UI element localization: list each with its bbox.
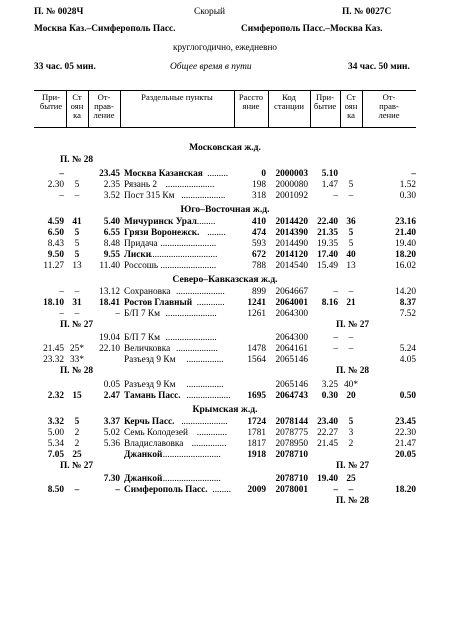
station-code: 2065146 xyxy=(275,379,308,390)
schedule-note: круглогодично, ежедневно xyxy=(173,42,277,52)
table-row xyxy=(0,333,450,344)
station-name: Разъезд 9 Км xyxy=(124,379,176,390)
arrive-left: 2.32 xyxy=(47,390,64,401)
station-code: 2000080 xyxy=(275,179,308,190)
table-header-bottom-rule xyxy=(34,127,416,128)
arrive-left: 18.10 xyxy=(43,297,64,308)
stop-right: 5 xyxy=(348,238,354,249)
stop-left: 33* xyxy=(70,355,84,365)
left-total-time: 33 час. 05 мин. xyxy=(34,62,96,72)
station-code: 2065146 xyxy=(275,355,308,365)
col-station: Раздельные пункты xyxy=(141,92,213,102)
col-depart-left: От- прав- ление xyxy=(93,92,115,120)
leader-dots: .................. xyxy=(176,344,218,354)
right-route: Симферополь Пасс.–Москва Каз. xyxy=(241,24,383,34)
arrive-left: 5.00 xyxy=(47,427,64,438)
train-label-left: П. № 27 xyxy=(60,319,94,330)
stop-right: 40* xyxy=(344,379,358,390)
table-row xyxy=(0,169,450,180)
station-name: Симферополь Пасс. xyxy=(124,485,208,495)
stop-left: 2 xyxy=(74,427,80,438)
depart-left: 18.41 xyxy=(99,297,120,308)
table-row xyxy=(0,439,450,450)
leader-dots: ........ xyxy=(196,216,216,227)
stop-right: 5 xyxy=(348,416,354,427)
station-name: Владиславовка xyxy=(124,438,184,449)
leader-dots: ............................. xyxy=(150,249,218,260)
train-label-right: П. № 27 xyxy=(336,319,370,330)
distance: 593 xyxy=(252,238,266,249)
col-divider xyxy=(268,91,269,127)
station-code: 2078710 xyxy=(275,474,308,484)
station-code: 2064743 xyxy=(275,390,308,401)
station-code: 2001092 xyxy=(275,190,308,201)
table-row xyxy=(0,391,450,402)
leader-dots: .......................... xyxy=(160,474,221,484)
stop-left: 25 xyxy=(72,449,82,460)
col-arrive-left: При- бытие xyxy=(39,92,63,111)
station-code: 2014120 xyxy=(275,249,308,260)
depart-right: 20.05 xyxy=(395,449,416,460)
depart-left: 6.55 xyxy=(103,227,120,238)
table-row xyxy=(0,428,450,439)
leader-dots: ........ xyxy=(207,227,226,238)
station-name: Пост 315 Км xyxy=(124,190,175,201)
arrive-left: – xyxy=(59,286,64,297)
station-code: 2064667 xyxy=(275,286,308,297)
arrive-right: 15.49 xyxy=(317,260,338,271)
arrive-right: 5.10 xyxy=(321,168,338,179)
station-name: Керчь Пасс. xyxy=(124,416,175,427)
depart-right: 0.50 xyxy=(399,390,416,401)
depart-right: 8.37 xyxy=(399,297,416,308)
arrive-right: 22.40 xyxy=(317,216,338,227)
stop-left: 5 xyxy=(74,238,80,249)
depart-left: – xyxy=(115,485,120,495)
arrive-left: – xyxy=(59,168,64,179)
stop-right: 21 xyxy=(346,297,356,308)
distance: 788 xyxy=(252,260,266,271)
arrive-right: 0.30 xyxy=(321,390,338,401)
station-code: 2078144 xyxy=(275,416,308,427)
station-code: 2064300 xyxy=(275,308,308,319)
stop-left: 41 xyxy=(72,216,82,227)
right-train-number: П. № 0027С xyxy=(342,7,392,17)
arrive-right: 21.35 xyxy=(317,227,338,238)
depart-right: 18.20 xyxy=(395,249,416,260)
depart-right: 23.45 xyxy=(395,416,416,427)
stop-left: – xyxy=(74,286,80,297)
distance: 1724 xyxy=(247,416,266,427)
depart-right: 21.40 xyxy=(395,227,416,238)
leader-dots: .................... xyxy=(181,416,228,427)
arrive-right: 21.45 xyxy=(317,438,338,449)
depart-right: – xyxy=(411,168,416,179)
arrive-left: 9.50 xyxy=(47,249,64,260)
stop-right: – xyxy=(348,344,354,354)
stop-left: 15 xyxy=(72,390,82,401)
arrive-right: 22.27 xyxy=(317,427,338,438)
left-train-number: П. № 0028Ч xyxy=(34,7,84,17)
depart-right: 4.05 xyxy=(399,355,416,365)
col-stop-left: Ст оян ка xyxy=(70,92,84,120)
arrive-left: 21.45 xyxy=(43,344,64,354)
table-row xyxy=(0,450,450,461)
train-label-right: П. № 27 xyxy=(336,460,370,471)
station-code: 2078775 xyxy=(275,427,308,438)
stop-left: 25* xyxy=(70,344,84,354)
stop-right: – xyxy=(348,190,354,201)
depart-left: 0.05 xyxy=(103,379,120,390)
stop-right: 3 xyxy=(348,427,354,438)
depart-right: 14.20 xyxy=(395,286,416,297)
distance: 1817 xyxy=(247,438,266,449)
depart-left: 3.52 xyxy=(103,190,120,201)
station-code: 2064001 xyxy=(275,297,308,308)
station-name: Мичуринск Урал xyxy=(124,216,197,227)
table-row xyxy=(0,250,450,261)
depart-right: 19.40 xyxy=(395,238,416,249)
arrive-left: 2.30 xyxy=(47,179,64,190)
table-row xyxy=(0,355,450,366)
stop-left: 5 xyxy=(74,179,80,190)
station-name: Семь Колодезей xyxy=(124,427,188,438)
train-label-right: П. № 28 xyxy=(336,366,370,376)
station-code: 2078001 xyxy=(275,485,308,495)
distance: 1241 xyxy=(247,297,266,308)
col-depart-right: От- прав- ление xyxy=(378,92,400,120)
station-name: Россошь xyxy=(124,260,159,271)
arrive-right: – xyxy=(333,190,338,201)
arrive-left: 6.50 xyxy=(47,227,64,238)
depart-left: 3.37 xyxy=(103,416,120,427)
leader-dots: ............ xyxy=(196,297,225,308)
depart-left: 2.47 xyxy=(103,390,120,401)
distance: 2009 xyxy=(247,485,266,495)
arrive-right: 8.16 xyxy=(321,297,338,308)
col-arrive-right: При- бытие xyxy=(313,92,337,111)
table-row xyxy=(0,485,450,496)
stop-right: – xyxy=(348,485,354,495)
distance: 899 xyxy=(252,286,266,297)
depart-left: 9.55 xyxy=(103,249,120,260)
leader-dots: ......... xyxy=(207,168,229,179)
stop-left: – xyxy=(74,485,80,495)
leader-dots: ........................ xyxy=(160,260,217,271)
depart-left: – xyxy=(115,308,120,319)
leader-dots: ............... xyxy=(191,438,227,449)
depart-left: 11.40 xyxy=(99,260,120,271)
arrive-right: – xyxy=(333,485,338,495)
stop-left: – xyxy=(74,308,80,319)
arrive-right: – xyxy=(333,286,338,297)
leader-dots: ...................... xyxy=(165,308,217,319)
table-row xyxy=(0,474,450,485)
distance: 1918 xyxy=(247,449,266,460)
table-row xyxy=(0,309,450,320)
table-row xyxy=(0,298,450,309)
stop-right: 13 xyxy=(346,260,356,271)
distance: 1695 xyxy=(247,390,266,401)
station-name: Джанкой xyxy=(124,449,163,460)
stop-left: 5 xyxy=(74,249,80,260)
distance: 1564 xyxy=(247,355,266,365)
stop-left: 5 xyxy=(74,416,80,427)
stop-right: 20 xyxy=(346,390,356,401)
station-code: 2014390 xyxy=(275,227,308,238)
distance: 672 xyxy=(252,249,266,260)
table-row xyxy=(0,261,450,272)
arrive-left: – xyxy=(59,190,64,201)
stop-right: 2 xyxy=(348,438,354,449)
col-divider xyxy=(340,91,341,127)
arrive-right: – xyxy=(333,333,338,343)
train-label-right: П. № 28 xyxy=(336,496,370,506)
station-name: Москва Казанская xyxy=(124,168,203,179)
depart-left: 5.36 xyxy=(103,438,120,449)
col-divider xyxy=(234,91,235,127)
arrive-right: 19.40 xyxy=(317,474,338,484)
depart-left: 22.10 xyxy=(99,344,120,354)
depart-right: 16.02 xyxy=(395,260,416,271)
station-name: Б/П 7 Км xyxy=(124,308,161,319)
station-code: 2064300 xyxy=(275,333,308,343)
leader-dots: ...................... xyxy=(165,333,217,343)
col-distance: Рассто яние xyxy=(238,92,264,111)
stop-right: 36 xyxy=(346,216,356,227)
station-name: Лиски xyxy=(124,249,152,260)
arrive-left: 8.50 xyxy=(47,485,64,495)
arrive-left: 3.32 xyxy=(47,416,64,427)
table-row xyxy=(0,380,450,391)
table-row xyxy=(0,239,450,250)
section-heading: Московская ж.д. xyxy=(189,142,261,153)
train-label-left: П. № 28 xyxy=(60,366,94,376)
station-code: 2078950 xyxy=(275,438,308,449)
station-name: Придача xyxy=(124,238,158,249)
arrive-right: 17.40 xyxy=(317,249,338,260)
table-top-rule xyxy=(34,90,416,91)
stop-right: – xyxy=(348,286,354,297)
stop-right: 5 xyxy=(348,227,354,238)
leader-dots: ..................... xyxy=(176,286,225,297)
arrive-right: 3.25 xyxy=(321,379,338,390)
table-row xyxy=(0,287,450,298)
depart-right: 7.52 xyxy=(399,308,416,319)
depart-right: 23.16 xyxy=(395,216,416,227)
depart-left: 13.12 xyxy=(99,286,120,297)
distance: 474 xyxy=(252,227,266,238)
stop-right: 40 xyxy=(346,249,356,260)
arrive-left: 4.59 xyxy=(47,216,64,227)
train-type: Скорый xyxy=(194,7,226,17)
station-name: Тамань Пасс. xyxy=(124,390,181,401)
arrive-left: – xyxy=(59,308,64,319)
leader-dots: ........................ xyxy=(160,238,217,249)
leader-dots: ................... xyxy=(186,390,231,401)
arrive-left: 5.34 xyxy=(47,438,64,449)
table-row xyxy=(0,217,450,228)
train-label-left: П. № 28 xyxy=(60,155,94,165)
stop-right: – xyxy=(348,333,354,343)
arrive-left: 8.43 xyxy=(47,238,64,249)
stop-left: 5 xyxy=(74,227,80,238)
col-stop-right: Ст оян ка xyxy=(344,92,358,120)
depart-left: 8.48 xyxy=(103,238,120,249)
depart-right: 1.52 xyxy=(399,179,416,190)
station-code: 2014490 xyxy=(275,238,308,249)
depart-left: 19.04 xyxy=(99,333,120,343)
station-name: Джанкой xyxy=(124,474,163,484)
col-divider xyxy=(120,91,121,127)
leader-dots: ............. xyxy=(196,427,228,438)
station-name: Разъезд 9 Км xyxy=(124,355,176,365)
total-time-caption: Общее время в пути xyxy=(170,62,252,72)
station-name: Грязи Воронежск. xyxy=(124,227,200,238)
section-heading: Северо–Кавказская ж.д. xyxy=(172,273,278,285)
depart-left: 7.30 xyxy=(103,474,120,484)
section-heading: Крымская ж.д. xyxy=(192,403,258,415)
col-divider xyxy=(66,91,67,127)
depart-right: 22.30 xyxy=(395,427,416,438)
table-row xyxy=(0,228,450,239)
depart-right: 0.30 xyxy=(399,190,416,201)
distance: 1261 xyxy=(247,308,266,319)
train-label-left: П. № 27 xyxy=(60,460,94,471)
left-route: Москва Каз.–Симферополь Пасс. xyxy=(34,24,176,34)
table-row xyxy=(0,180,450,191)
distance: 198 xyxy=(252,179,266,190)
station-code: 2064161 xyxy=(275,344,308,354)
stop-left: 13 xyxy=(72,260,82,271)
section-heading: Юго–Восточная ж.д. xyxy=(180,203,270,215)
depart-left: 23.45 xyxy=(99,168,120,179)
station-name: Рязань 2 xyxy=(124,179,158,190)
depart-right: 5.24 xyxy=(399,344,416,354)
depart-right: 21.47 xyxy=(395,438,416,449)
table-row xyxy=(0,417,450,428)
stop-left: 2 xyxy=(74,438,80,449)
stop-left: 31 xyxy=(72,297,82,308)
right-total-time: 34 час. 50 мин. xyxy=(348,62,410,72)
distance: 1781 xyxy=(247,427,266,438)
arrive-right: 19.35 xyxy=(317,238,338,249)
depart-left: 2.35 xyxy=(103,179,120,190)
depart-left: 5.02 xyxy=(103,427,120,438)
station-name: Сохрановка xyxy=(124,286,171,297)
distance: 318 xyxy=(252,190,266,201)
distance: 0 xyxy=(261,168,266,179)
stop-left: – xyxy=(74,190,80,201)
arrive-right: 1.47 xyxy=(321,179,338,190)
station-code: 2014420 xyxy=(275,216,308,227)
col-code: Код станции xyxy=(274,92,304,111)
distance: 1478 xyxy=(247,344,266,354)
station-name: Ростов Главный xyxy=(124,297,193,308)
arrive-right: – xyxy=(333,344,338,354)
depart-right: 18.20 xyxy=(395,485,416,495)
stop-right: 25 xyxy=(346,474,356,484)
arrive-right: 23.40 xyxy=(317,416,338,427)
station-code: 2014540 xyxy=(275,260,308,271)
station-code: 2000003 xyxy=(275,168,308,179)
stop-right: 5 xyxy=(348,179,354,190)
distance: 410 xyxy=(252,216,266,227)
leader-dots: .......................... xyxy=(160,449,221,460)
station-name: Б/П 7 Км xyxy=(124,333,161,343)
arrive-left: 11.27 xyxy=(43,260,64,271)
col-divider xyxy=(310,91,311,127)
leader-dots: ................ xyxy=(186,379,224,390)
leader-dots: ................ xyxy=(186,355,224,365)
table-row xyxy=(0,191,450,202)
arrive-left: 23.32 xyxy=(43,355,64,365)
station-code: 2078710 xyxy=(275,449,308,460)
arrive-left: 7.05 xyxy=(47,449,64,460)
col-divider xyxy=(88,91,89,127)
leader-dots: ........ xyxy=(212,485,231,495)
table-row xyxy=(0,344,450,355)
station-name: Величковка xyxy=(124,344,171,354)
col-divider xyxy=(362,91,363,127)
leader-dots: ................... xyxy=(181,190,226,201)
leader-dots: ..................... xyxy=(165,179,215,190)
depart-left: 5.40 xyxy=(103,216,120,227)
